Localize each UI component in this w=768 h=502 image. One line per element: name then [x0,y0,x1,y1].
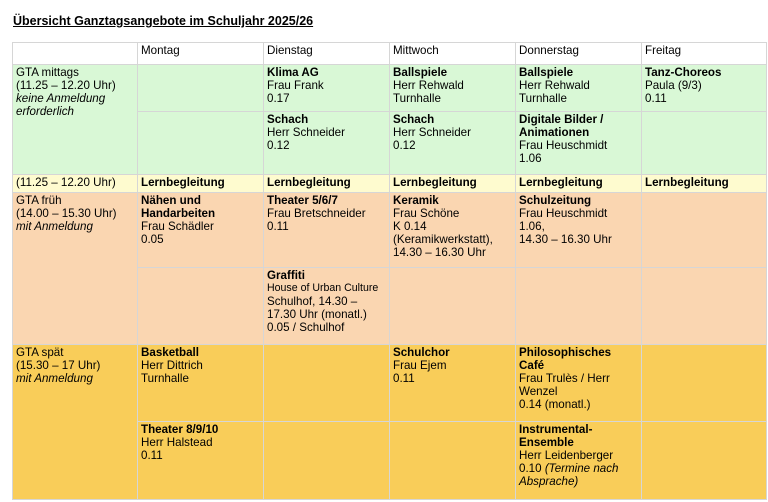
activity-teacher: Frau Schädler [141,220,214,233]
frueh-dienstag-2 [264,268,390,345]
frueh-label-cell [13,193,138,345]
activity-teacher: Herr Leidenberger [519,449,614,462]
activity-room: 0.10 [519,462,542,475]
header-row [13,43,767,65]
spaet-dienstag-1 [264,345,390,422]
activity-extra: 14.30 – 16.30 Uhr [393,246,486,259]
activity-teacher: House of Urban Culture [267,282,379,294]
header-montag: Montag [138,43,264,65]
activity-name: Klima AG [267,66,319,79]
activity-room: Turnhalle [141,372,189,385]
spaet-row-1 [13,345,767,422]
activity-room: Turnhalle [519,92,567,105]
lern-label: Lernbegleitung [267,176,351,189]
spaet-note: mit Anmeldung [16,372,93,385]
spaet-label: GTA spät [16,346,64,359]
lern-freitag [642,175,767,193]
frueh-mittwoch-1 [390,193,516,268]
frueh-time: (14.00 – 15.30 Uhr) [16,207,117,220]
activity-name: Keramik [393,194,439,207]
activity-name: Schulzeitung [519,194,592,207]
header-dienstag: Dienstag [264,43,390,65]
mittags-donnerstag-1 [516,65,642,112]
spaet-montag-2 [138,422,264,500]
activity-teacher: Frau Schöne [393,207,460,220]
activity-room: 0.11 [393,372,415,385]
spaet-freitag-1 [642,345,767,422]
activity-extra: 14.30 – 16.30 Uhr [519,233,612,246]
activity-name: Ballspiele [393,66,448,79]
frueh-freitag-2 [642,268,767,345]
activity-teacher: Frau Frank [267,79,324,92]
activity-note: (Termine nach Absprache) [519,462,619,488]
activity-room: K 0.14 [393,220,427,233]
activity-room: 0.11 [645,92,667,105]
activity-name: Tanz-Choreos [645,66,722,79]
mittags-montag-1 [138,65,264,112]
spaet-dienstag-2 [264,422,390,500]
frueh-row-1 [13,193,767,268]
activity-room: Schulhof, 14.30 – [267,294,358,308]
activity-teacher: Frau Heuschmidt [519,207,608,220]
frueh-donnerstag-1 [516,193,642,268]
frueh-label: GTA früh [16,194,62,207]
mittags-donnerstag-2 [516,112,642,175]
lern-row [13,175,767,193]
activity-room: Turnhalle [393,92,441,105]
activity-extra: 17.30 Uhr (monatl.) [267,307,367,321]
frueh-donnerstag-2 [516,268,642,345]
activity-room: 0.05 [141,233,164,246]
lern-mittwoch [390,175,516,193]
spaet-freitag-2 [642,422,767,500]
activity-room: 1.06 [519,152,542,165]
mittags-label-cell [13,65,138,175]
spaet-montag-1 [138,345,264,422]
header-donnerstag: Donnerstag [516,43,642,65]
activity-name: Schulchor [393,346,450,359]
mittags-row-1 [13,65,767,112]
mittags-freitag-2 [642,112,767,175]
frueh-freitag-1 [642,193,767,268]
lern-montag [138,175,264,193]
activity-room: 0.11 [267,220,289,233]
activity-teacher: Herr Rehwald [519,79,590,92]
activity-teacher: Herr Halstead [141,436,213,449]
activity-name: Philosophisches Café [519,346,612,372]
activity-teacher: Herr Rehwald [393,79,464,92]
mittags-freitag-1 [642,65,767,112]
spaet-donnerstag-1 [516,345,642,422]
activity-room: 0.14 (monatl.) [519,398,591,411]
frueh-mittwoch-2 [390,268,516,345]
lern-time: (11.25 – 12.20 Uhr) [13,175,138,193]
lern-label: Lernbegleitung [645,176,729,189]
activity-name: Graffiti [267,269,306,282]
frueh-montag-1 [138,193,264,268]
activity-extra: (Keramikwerkstatt), [393,233,493,246]
activity-room: 0.12 [267,139,290,152]
activity-room: 1.06, [519,220,545,233]
activity-teacher: Frau Ejem [393,359,447,372]
mittags-note: keine Anmeldung erforderlich [16,92,106,118]
spaet-donnerstag-2 [516,422,642,500]
frueh-dienstag-1 [264,193,390,268]
spaet-mittwoch-2 [390,422,516,500]
header-freitag: Freitag [642,43,767,65]
activity-name: Schach [393,113,435,126]
mittags-mittwoch-1 [390,65,516,112]
activity-name: Digitale Bilder / Animationen [519,113,604,139]
mittags-dienstag-1 [264,65,390,112]
spaet-mittwoch-1 [390,345,516,422]
mittags-mittwoch-2 [390,112,516,175]
mittags-label: GTA mittags [16,66,79,79]
activity-room: 0.11 [141,449,163,462]
lern-donnerstag [516,175,642,193]
mittags-time: (11.25 – 12.20 Uhr) [16,79,116,92]
activity-teacher: Herr Dittrich [141,359,203,372]
activity-name: Schach [267,113,309,126]
lern-label: Lernbegleitung [393,176,477,189]
activity-teacher: Herr Schneider [267,126,345,139]
frueh-note: mit Anmeldung [16,220,93,233]
header-empty [13,43,138,65]
activity-name: Theater 8/9/10 [141,423,219,436]
lern-dienstag [264,175,390,193]
schedule-table [12,42,767,500]
activity-name: Nähen und Handarbeiten [141,194,216,220]
activity-name: Theater 5/6/7 [267,194,338,207]
activity-teacher: Frau Bretschneider [267,207,366,220]
activity-teacher: Frau Trulès / Herr Wenzel [519,372,610,398]
activity-name: Ballspiele [519,66,574,79]
activity-room: 0.12 [393,139,416,152]
activity-room-line [519,462,638,488]
activity-teacher: Frau Heuschmidt [519,139,608,152]
lern-label: Lernbegleitung [141,176,225,189]
activity-extra: 0.05 / Schulhof [267,320,345,334]
activity-name: Basketball [141,346,199,359]
page-title: Übersicht Ganztagsangebote im Schuljahr 2025/26 [13,14,314,28]
activity-teacher: Paula (9/3) [645,79,702,92]
lern-label: Lernbegleitung [519,176,603,189]
spaet-time: (15.30 – 17 Uhr) [16,359,101,372]
spaet-label-cell [13,345,138,500]
mittags-dienstag-2 [264,112,390,175]
header-mittwoch: Mittwoch [390,43,516,65]
frueh-montag-2 [138,268,264,345]
activity-room: 0.17 [267,92,290,105]
activity-teacher: Herr Schneider [393,126,471,139]
mittags-montag-2 [138,112,264,175]
activity-name: Instrumental-Ensemble [519,423,593,449]
